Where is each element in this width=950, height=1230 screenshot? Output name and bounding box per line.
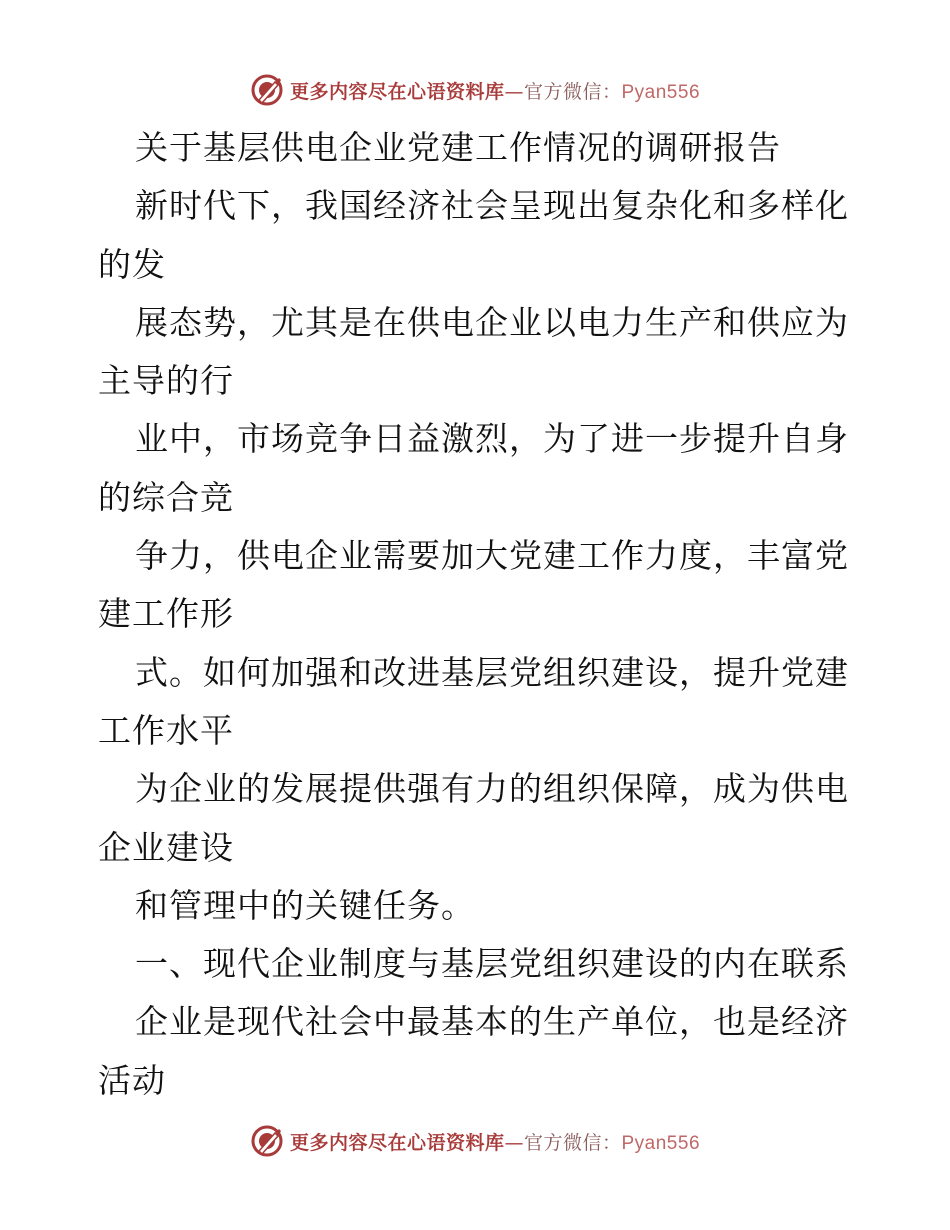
doc-line: 展态势，尤其是在供电企业以电力生产和供应为 bbox=[135, 302, 849, 342]
watermark-id: Pyan556 bbox=[621, 1132, 701, 1154]
doc-line: 工作水平 bbox=[98, 710, 234, 750]
watermark-brand: 更多内容尽在心语资料库 bbox=[289, 80, 505, 103]
pen-seal-logo-icon bbox=[250, 1124, 284, 1158]
doc-line: 和管理中的关键任务。 bbox=[135, 885, 475, 925]
doc-line: 一、现代企业制度与基层党组织建设的内在联系 bbox=[135, 944, 849, 984]
watermark-label: 官方微信： bbox=[523, 1131, 622, 1154]
doc-line: 活动 bbox=[98, 1060, 166, 1100]
doc-line: 主导的行 bbox=[98, 361, 234, 401]
document-body bbox=[98, 119, 858, 1110]
watermark-dash: — bbox=[504, 80, 524, 103]
doc-line: 建工作形 bbox=[98, 594, 234, 634]
watermark-id: Pyan556 bbox=[621, 81, 701, 103]
pen-seal-logo-icon bbox=[250, 73, 284, 107]
doc-line: 的发 bbox=[98, 244, 166, 284]
doc-line: 企业是现代社会中最基本的生产单位，也是经济 bbox=[135, 1002, 849, 1042]
header-watermark bbox=[0, 70, 950, 110]
doc-line: 的综合竞 bbox=[98, 477, 234, 517]
watermark-brand: 更多内容尽在心语资料库 bbox=[289, 1131, 505, 1154]
watermark-dash: — bbox=[504, 1131, 524, 1154]
footer-watermark bbox=[0, 1121, 950, 1161]
watermark-label: 官方微信： bbox=[523, 80, 622, 103]
doc-line: 争力，供电企业需要加大党建工作力度，丰富党 bbox=[135, 536, 849, 576]
doc-line: 式。如何加强和改进基层党组织建设，提升党建 bbox=[135, 652, 849, 692]
doc-line: 关于基层供电企业党建工作情况的调研报告 bbox=[135, 128, 781, 167]
doc-line: 业中，市场竞争日益激烈，为了进一步提升自身 bbox=[135, 419, 849, 459]
doc-line: 新时代下，我国经济社会呈现出复杂化和多样化 bbox=[135, 186, 849, 226]
doc-line: 企业建设 bbox=[98, 827, 234, 867]
doc-line: 为企业的发展提供强有力的组织保障，成为供电 bbox=[135, 769, 849, 809]
